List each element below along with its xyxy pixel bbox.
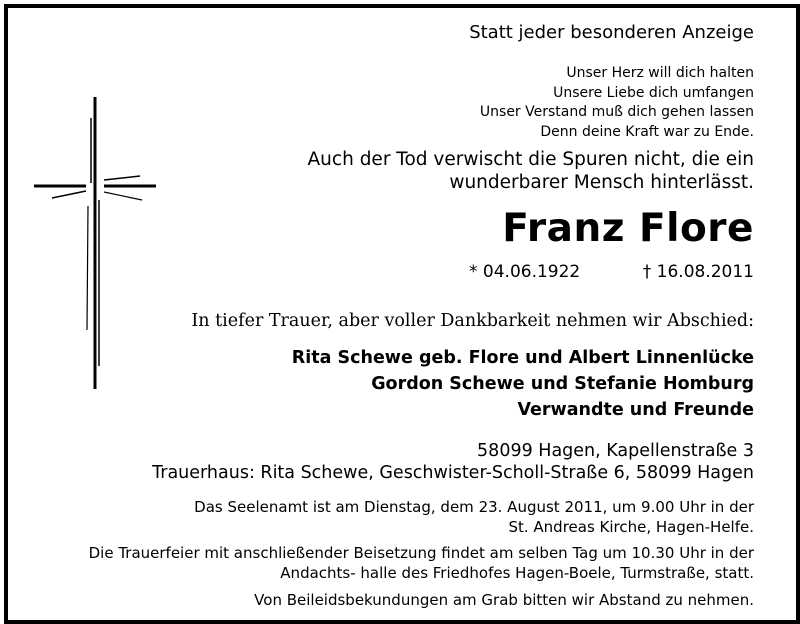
requiem-info: [194, 497, 754, 537]
mourner-line: Rita Schewe geb. Flore und Albert Linnenlücke: [291, 348, 754, 368]
verse-line: Unsere Liebe dich umfangen: [553, 84, 754, 101]
funeral-line: Andachts- halle des Friedhofes Hagen-Boele, Turmstraße, statt.: [280, 564, 754, 582]
death-date: † 16.08.2011: [642, 262, 754, 282]
mourner-line: Gordon Schewe und Stefanie Homburg: [371, 374, 754, 394]
poem-verse: [480, 64, 754, 142]
verse-line: Denn deine Kraft war zu Ende.: [540, 123, 754, 140]
condolence-note: Von Beileidsbekundungen am Grab bitten wir Abstand zu nehmen.: [254, 591, 754, 609]
farewell-intro: In tiefer Trauer, aber voller Dankbarkeit nehmen wir Abschied:: [191, 311, 754, 331]
mourners-list: [292, 345, 754, 423]
quote-line: Auch der Tod verwischt die Spuren nicht, die ein: [307, 149, 754, 170]
requiem-line: St. Andreas Kirche, Hagen-Helfe.: [508, 518, 754, 536]
requiem-line: Das Seelenamt ist am Dienstag, dem 23. August 2011, um 9.00 Uhr in der: [194, 498, 754, 516]
funeral-line: Die Trauerfeier mit anschließender Beisetzung findet am selben Tag um 10.30 Uhr in der: [88, 544, 754, 562]
address-line: 58099 Hagen, Kapellenstraße 3: [477, 441, 754, 461]
mourner-line: Verwandte und Freunde: [517, 400, 754, 420]
birth-date: * 04.06.1922: [469, 262, 581, 282]
quote-line: wunderbarer Mensch hinterlässt.: [449, 172, 754, 193]
address-line: Trauerhaus: Rita Schewe, Geschwister-Scholl-Straße 6, 58099 Hagen: [152, 463, 754, 483]
verse-line: Unser Verstand muß dich gehen lassen: [479, 104, 754, 120]
notice-header: Statt jeder besonderen Anzeige: [469, 22, 754, 43]
verse-line: Unser Herz will dich halten: [566, 65, 754, 81]
address-block: [152, 440, 754, 484]
funeral-info: [89, 543, 754, 583]
memorial-quote: [308, 148, 754, 194]
deceased-name: Franz Flore: [502, 206, 754, 251]
